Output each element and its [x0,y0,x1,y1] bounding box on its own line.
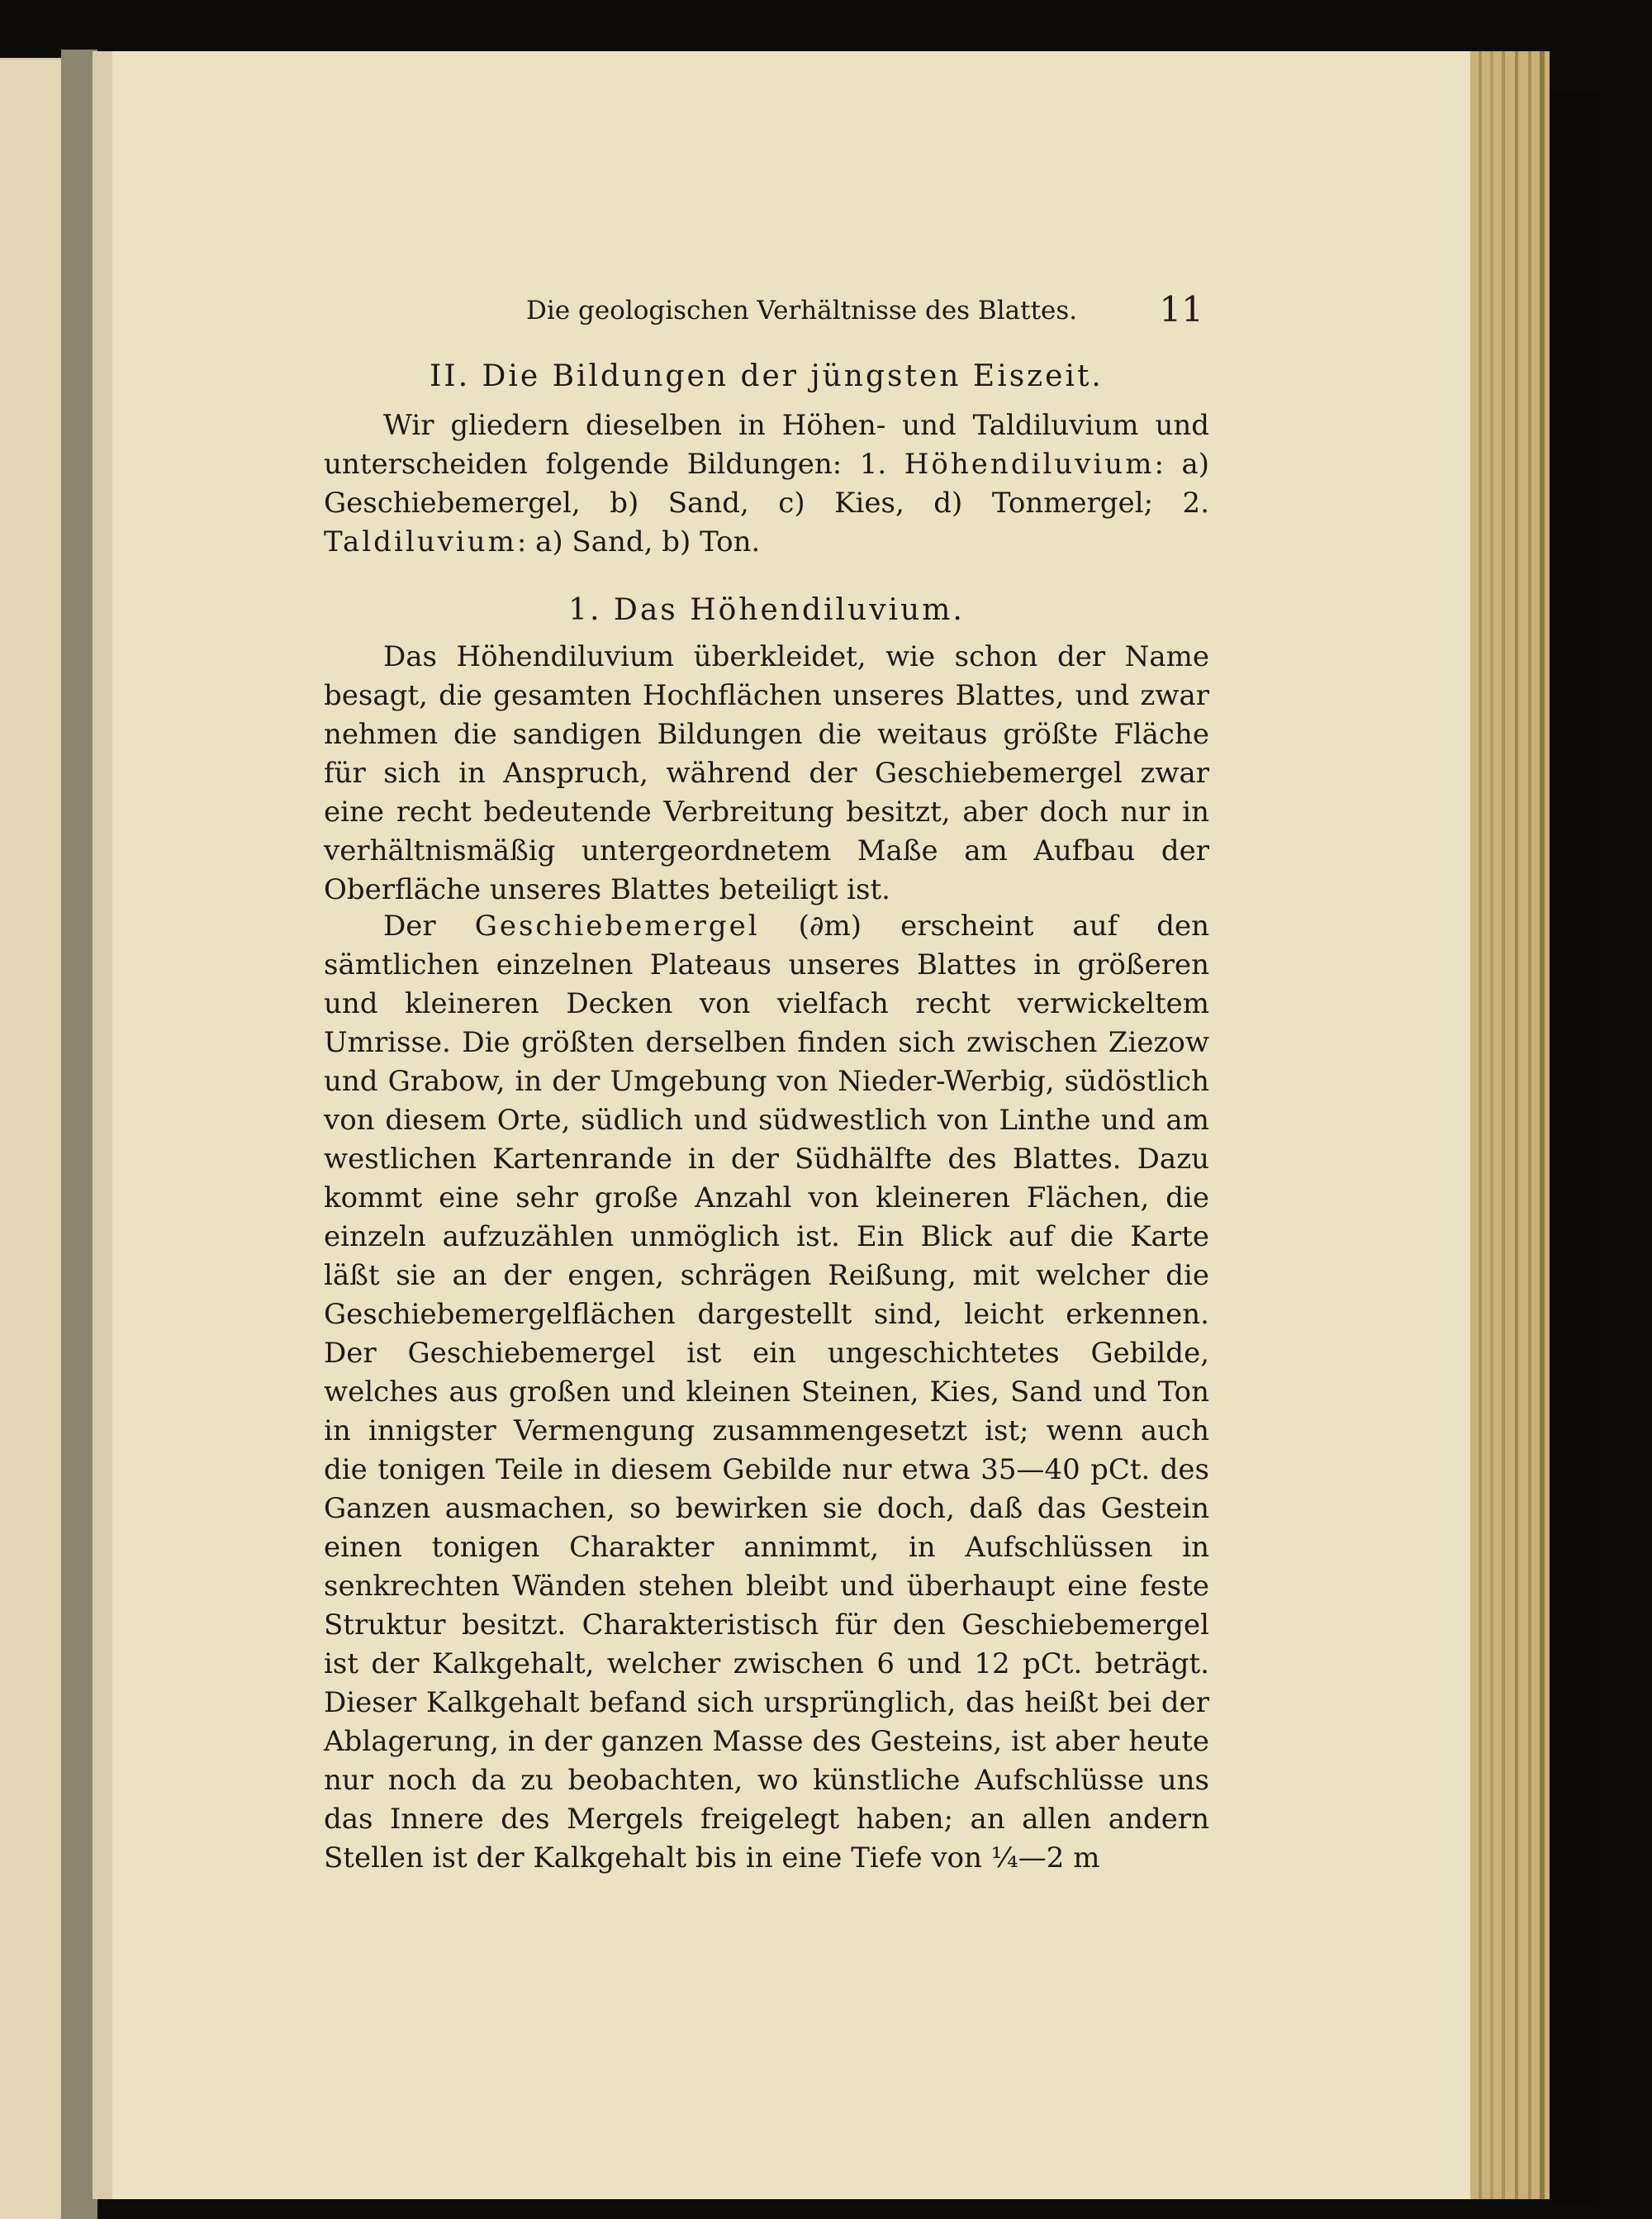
term-taldiluvium: Taldiluvium [324,525,517,558]
page-number: 11 [1159,289,1203,330]
running-title: Die geologischen Verhältnisse des Blattes. [526,296,1078,325]
section-heading: II. Die Bildungen der jüngsten Eiszeit. [430,359,1104,393]
term-geschiebemergel: Geschiebemergel [474,910,760,943]
paragraph-1: Das Höhendiluvium überkleidet, wie schon der Name besagt, die gesamten Hochflächen unseres Blattes, und zwar nehmen die sandigen Bildungen die weitaus größte Fläche für sich in Anspruch, während der Geschiebemergel zwar eine recht bedeutende Verbreitung besitzt, aber doch nur in verhältnismäßig untergeordnetem Maße am Aufbau der Oberfläche unseres Blattes beteiligt ist. [324,640,1209,906]
intro-paragraph: Wir gliedern dieselben in Höhen- und Taldiluvium und unterscheiden folgende Bildungen: 1. Höhendiluvium: a) Geschiebemergel, b) Sand, c) Kies, d) Tonmergel; 2. Taldiluvium: a) Sand, b) Ton. [324,409,1209,558]
paragraph-2: Der Geschiebemergel (∂m) erscheint auf den sämtlichen einzelnen Plateaus unseres Blattes in größeren und kleineren Decken von vielfach recht verwickeltem Umrisse. Die größten derselben finden sich zwischen Ziezow und Grabow, in der Umgebung von Nieder-Werbig, südöstlich von diesem Orte, südlich und südwestlich von Linthe und am westlichen Kartenrande in der Südhälfte des Blattes. Dazu kommt eine sehr große Anzahl von kleineren Flächen, die einzeln aufzuzählen unmöglich ist. Ein Blick auf die Karte läßt sie an der engen, schrägen Reißung, mit welcher die Geschiebemergelflächen dargestellt sind, leicht erkennen. Der Geschiebemergel ist ein ungeschichtetes Gebilde, welches aus großen und kleinen Steinen, Kies, Sand und Ton in innigster Vermengung zusammengesetzt ist; wenn auch die tonigen Teile in diesem Gebilde nur etwa 35—40 pCt. des Ganzen ausmachen, so bewirken sie doch, daß das Gestein einen tonigen Charakter annimmt, in Aufschlüssen in senkrechten Wänden stehen bleibt und überhaupt eine feste Struktur besitzt. Charakteristisch für den Geschiebemergel ist der Kalkgehalt, welcher zwischen 6 und 12 pCt. beträgt. Dieser Kalkgehalt befand sich ursprünglich, das heißt bei der Ablagerung, in der ganzen Masse des Gesteins, ist aber heute nur noch da zu beobachten, wo künstliche Aufschlüsse uns das Innere des Mergels freigelegt haben; an allen andern Stellen ist der Kalkgehalt bis in eine Tiefe von ¼—2 m [324,910,1210,1875]
subheading: 1. Das Höhendiluvium. [568,593,965,627]
term-hoehendiluvium: Höhendiluvium [904,448,1155,481]
map-symbol: (∂m) [798,910,862,943]
